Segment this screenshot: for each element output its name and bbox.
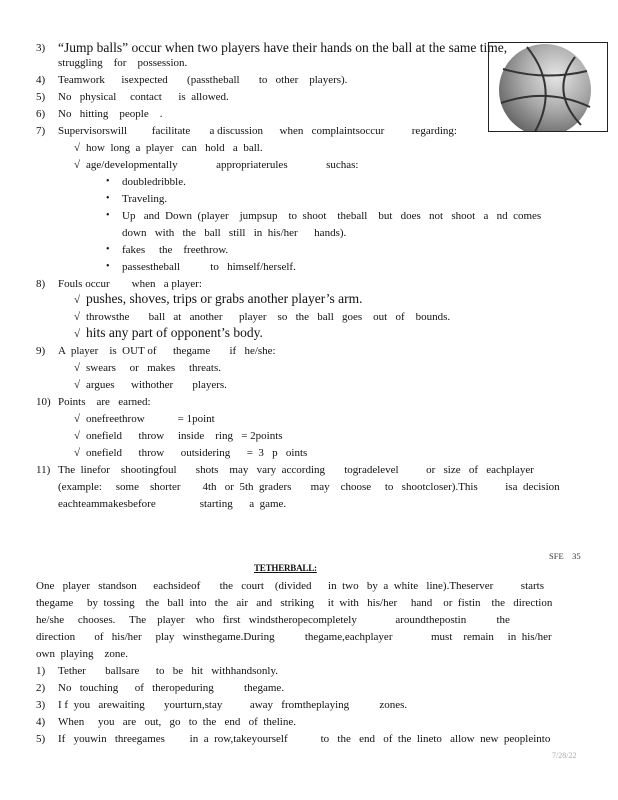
rule-7-bullet: passestheball to himself/herself. bbox=[122, 261, 296, 273]
rule-number: 5) bbox=[36, 91, 46, 103]
rule-number: 4) bbox=[36, 74, 46, 86]
rule-8-sub-2: throwsthe ball at another player so the ball goes out of bounds. bbox=[86, 311, 451, 323]
rule-8-text: Fouls occur when a player: bbox=[58, 278, 202, 290]
rule-8-sub-3: hits any part of opponent’s body. bbox=[86, 325, 263, 340]
bullet-icon: • bbox=[106, 193, 110, 204]
check-mark-icon: √ bbox=[74, 362, 81, 374]
rule-5-text: No physical contact is allowed. bbox=[58, 91, 229, 103]
rule-7-text: Supervisorswill facilitate a discussion when complaintsoccur regarding: bbox=[58, 125, 457, 137]
bullet-icon: • bbox=[106, 244, 110, 255]
rule-3-text: “Jump balls” occur when two players have their hands on the ball at the same time, bbox=[58, 40, 508, 55]
tetherball-paragraph-line: he/she chooses. The player who first windstheropecompletely aroundthepostin the bbox=[36, 614, 510, 626]
bullet-icon: • bbox=[106, 176, 110, 187]
rule-7-bullet: fakes the freethrow. bbox=[122, 244, 229, 256]
tetherball-rule-3: I f you arewaiting yourturn,stay away fromtheplaying zones. bbox=[58, 699, 408, 711]
rule-10-text: Points are earned: bbox=[58, 396, 151, 408]
check-mark-icon: √ bbox=[74, 413, 81, 425]
rule-number: 9) bbox=[36, 345, 46, 357]
rule-number: 1) bbox=[36, 665, 46, 677]
rule-number: 6) bbox=[36, 108, 46, 120]
rule-7-bullet: doubledribble. bbox=[122, 176, 186, 188]
rule-9-sub-2: argues withother players. bbox=[86, 379, 227, 391]
footer-date: 7/28/22 bbox=[552, 751, 577, 760]
rule-9-sub-1: swears or makes threats. bbox=[86, 362, 222, 374]
section-title: TETHERBALL: bbox=[254, 563, 317, 573]
check-mark-icon: √ bbox=[74, 311, 81, 323]
tetherball-rule-4: When you are out, go to the end of theline. bbox=[58, 716, 296, 728]
rule-8-sub-1: pushes, shoves, trips or grabs another player’s arm. bbox=[86, 291, 363, 306]
rule-number: 2) bbox=[36, 682, 46, 694]
check-mark-icon: √ bbox=[74, 328, 81, 340]
rule-number: 3) bbox=[36, 699, 46, 711]
rule-3-continued: struggling for possession. bbox=[58, 57, 188, 69]
rule-7-bullet: Traveling. bbox=[122, 193, 168, 205]
check-mark-icon: √ bbox=[74, 379, 81, 391]
rule-11-line-2: (example: some shorter 4th or 5th graders may choose to shootcloser).This isa decision bbox=[58, 481, 560, 493]
check-mark-icon: √ bbox=[74, 294, 81, 306]
rule-11-line-3: eachteammakesbefore starting a game. bbox=[58, 498, 287, 510]
check-mark-icon: √ bbox=[74, 159, 81, 171]
tetherball-rule-1: Tether ballsare to be hit withhandsonly. bbox=[58, 665, 278, 677]
rule-number: 3) bbox=[36, 42, 46, 54]
rule-7-sub-1: how long a player can hold a ball. bbox=[86, 142, 263, 154]
tetherball-paragraph-line: direction of his/her play winsthegame.During thegame,eachplayer must remain in his/her bbox=[36, 631, 552, 643]
basketball-icon bbox=[489, 43, 607, 131]
tetherball-rule-2: No touching of theropeduring thegame. bbox=[58, 682, 285, 694]
page-marker: SFE 35 bbox=[549, 551, 581, 561]
tetherball-paragraph-line: One player standson eachsideof the court (divided in two by a white line).Theserver starts bbox=[36, 580, 545, 592]
rule-number: 7) bbox=[36, 125, 46, 137]
rule-number: 10) bbox=[36, 396, 51, 408]
rule-7-sub-2: age/developmentally appropriaterules suchas: bbox=[86, 159, 359, 171]
rule-9-text: A player is OUT of thegame if he/she: bbox=[58, 345, 276, 357]
bullet-icon: • bbox=[106, 210, 110, 221]
rule-10-sub-3: onefield throw outsidering = 3 p oints bbox=[86, 447, 308, 459]
rule-number: 8) bbox=[36, 278, 46, 290]
tetherball-rule-5: If youwin threegames in a row,takeyourself to the end of the lineto allow new peopleinto bbox=[58, 733, 551, 745]
tetherball-paragraph-line: thegame by tossing the ball into the air and striking it with his/her hand or fistin the direction bbox=[36, 597, 553, 609]
rule-4-text: Teamwork isexpected (passtheball to other players). bbox=[58, 74, 348, 86]
rule-7-up-and-down-cont: down with the ball still in his/her hands). bbox=[122, 227, 347, 239]
check-mark-icon: √ bbox=[74, 430, 81, 442]
rule-7-up-and-down: Up and Down (player jumpsup to shoot theball but does not shoot a nd comes bbox=[122, 210, 542, 222]
rule-number: 4) bbox=[36, 716, 46, 728]
rule-number: 5) bbox=[36, 733, 46, 745]
bullet-icon: • bbox=[106, 261, 110, 272]
rule-10-sub-2: onefield throw inside ring = 2points bbox=[86, 430, 283, 442]
rule-6-text: No hitting people . bbox=[58, 108, 163, 120]
check-mark-icon: √ bbox=[74, 142, 81, 154]
tetherball-paragraph-line: own playing zone. bbox=[36, 648, 128, 660]
rule-number: 11) bbox=[36, 464, 51, 476]
rule-10-sub-1: onefreethrow = 1point bbox=[86, 413, 215, 425]
check-mark-icon: √ bbox=[74, 447, 81, 459]
rule-11-text: The linefor shootingfoul shots may vary according togradelevel or size of eachplayer bbox=[58, 464, 534, 476]
